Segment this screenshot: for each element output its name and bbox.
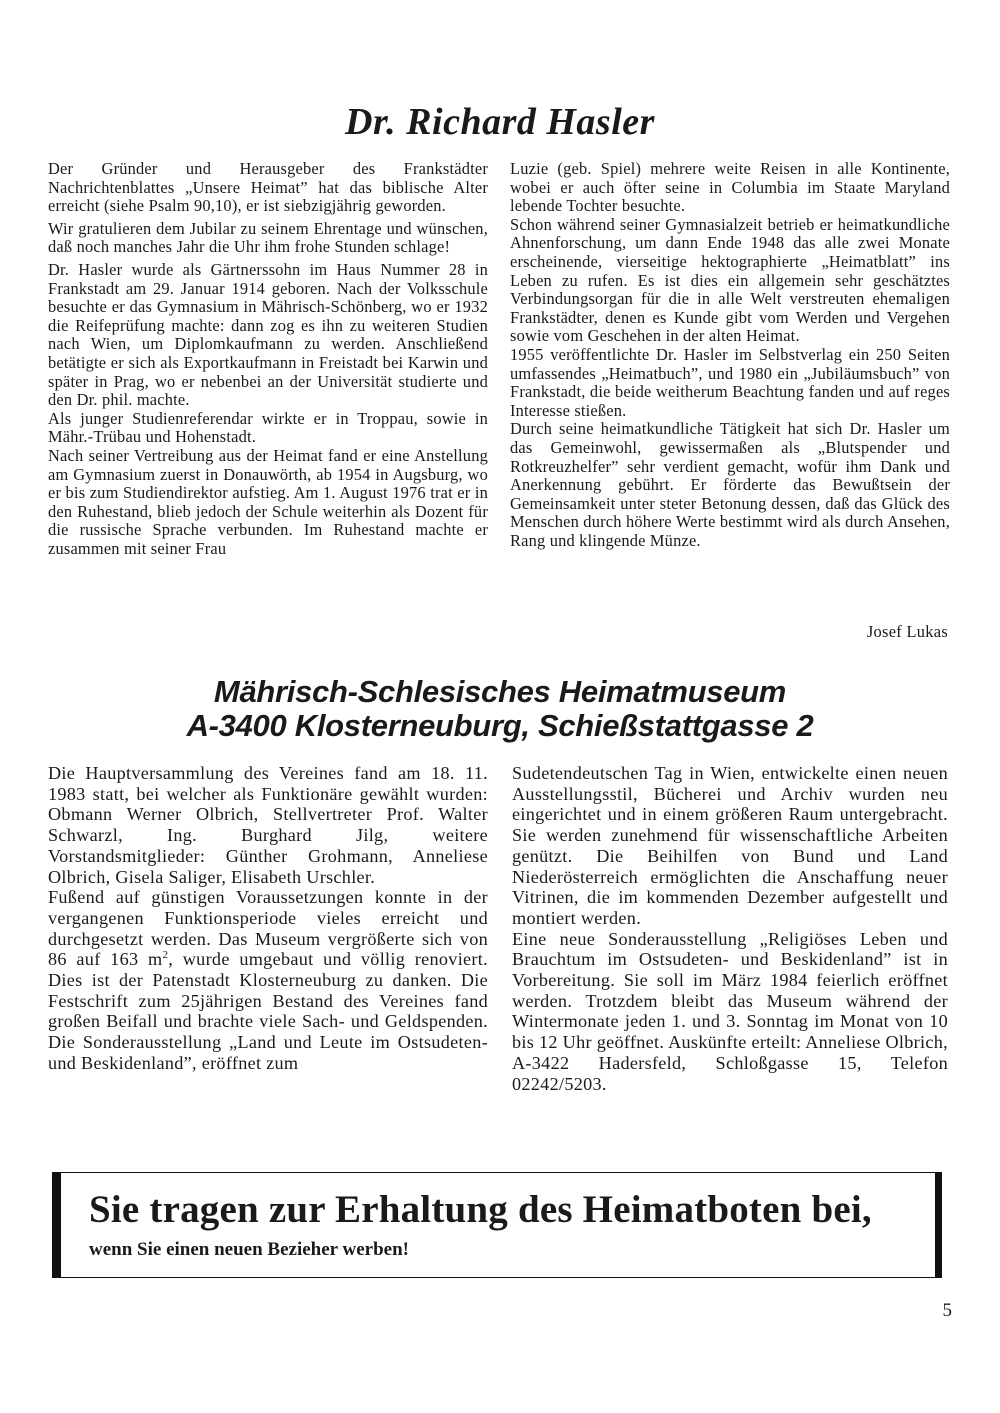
paragraph: Der Gründer und Herausgeber des Frankstädter Nachrichtenblattes „Unsere Heimat” hat das biblische Alter erreicht (siehe Psalm 90,10), er ist siebzigjährig geworden. — [48, 159, 488, 216]
paragraph: Als junger Studienreferendar wirkte er in Troppau, sowie in Mähr.-Trübau und Hohenstadt. — [48, 408, 488, 447]
article-column-right — [510, 160, 950, 550]
paragraph-text: , wurde umgebaut und völlig renoviert. Dies ist der Patenstadt Klosterneuburg zu danken. Die Festschrift zum 25jährigen Bestand des Vereines fand großen Beifall und brachte viele Sach- und Geldspenden. Die Sonderausstellung „Land und Leute im Ostsudeten- und Beskidenland”, eröffnet zum — [48, 949, 488, 1073]
paragraph: Schon während seiner Gymnasialzeit betrieb er heimatkundliche Ahnenforschung, um dann Ende 1948 das alle zwei Monate erscheinende, vierseitige hektographierte „Heimatblatt” ins Leben zu rufen. Es ist dies ein allgemein sehr geschätztes Verbindungsorgan für die in alle Welt verstreuten ehemaligen Frankstädter, denen es Kunde gibt vom Werden und Vergehen sowie vom Geschehen in der alten Heimat. — [510, 214, 950, 346]
paragraph: Die Hauptversammlung des Vereines fand am 18. 11. 1983 statt, bei welcher als Funktionäre gewählt wurden: Obmann Werner Olbrich, Stellvertreter Prof. Walter Schwarzl, Ing. Burghard Jilg, weitere Vorstandsmitglieder: Günther Grohmann, Anneliese Olbrich, Gisela Saliger, Elisabeth Urschler. — [48, 763, 488, 887]
museum-column-right — [512, 763, 948, 1094]
advert-subline: wenn Sie einen neuen Bezieher werben! — [89, 1239, 409, 1260]
paragraph — [48, 887, 488, 1073]
paragraph: 1955 veröffentlichte Dr. Hasler im Selbstverlag ein 250 Seiten umfassendes „Heimatbuch”, und 1980 ein „Jubiläumsbuch” von Frankstadt, die beide weitherum Beachtung fanden und auf reges Interesse stießen. — [510, 344, 950, 420]
paragraph: Eine neue Sonderausstellung „Religiöses Leben und Brauchtum im Ostsudeten- und Beskidenland” ist in Vorbereitung. Sie soll im März 1984 feierlich eröffnet werden. Trotzdem bleibt das Museum während der Wintermonate jeden 1. und 3. Sonntag im Monat von 10 bis 12 Uhr geöffnet. Auskünfte erteilt: Anneliese Olbrich, A-3422 Hadersfeld, Schloßgasse 15, Telefon 02242/5203. — [512, 928, 948, 1094]
advert-box — [52, 1172, 942, 1278]
paragraph: Dr. Hasler wurde als Gärtnerssohn im Haus Nummer 28 in Frankstadt am 29. Januar 1914 geboren. Nach der Volksschule besuchte er das Gymnasium in Mährisch-Schönberg, wo er 1932 die Reifeprüfung machte: dann zog es ihn zu weiteren Studien nach Wien, um Diplomkaufmann zu werden. Anschließend betätigte er sich als Exportkaufmann in Freistadt bei Karwin und später in Prag, wo er nebenbei an der Universität studierte und den Dr. phil. machte. — [48, 259, 488, 410]
superscript: 2 — [162, 949, 169, 962]
advert-headline: Sie tragen zur Erhaltung des Heimatboten bei, — [89, 1188, 872, 1231]
article-column-left — [48, 160, 488, 558]
paragraph: Wir gratulieren dem Jubilar zu seinem Ehrentage und wünschen, daß noch manches Jahr die Uhr ihm frohe Stunden schlage! — [48, 218, 488, 257]
museum-title-line-2: A-3400 Klosterneuburg, Schießstattgasse 2 — [186, 708, 814, 743]
paragraph: Luzie (geb. Spiel) mehrere weite Reisen in alle Kontinente, wobei er auch öfter seine in Columbia im Staate Maryland lebende Tochter besuchte. — [510, 159, 950, 216]
paragraph: Durch seine heimatkundliche Tätigkeit hat sich Dr. Hasler um das Gemeinwohl, gewissermaßen als „Blutspender und Rotkreuzhelfer” sehr verdient gemacht, wofür ihm Dank und Anerkennung gebührt. Er förderte das Bewußtsein der Gemeinsamkeit unter steter Betonung dessen, daß das Glück des Menschen durch höhere Werte bestimmt wird als durch Ansehen, Rang und klingende Münze. — [510, 419, 950, 550]
author-signature: Josef Lukas — [866, 622, 948, 641]
paragraph-text: Fußend auf günstigen Voraussetzungen konnte in der vergangenen Funktionsperiode vieles erreicht und durchgesetzt werden. Das Museum vergrößerte sich von 86 auf 163 m — [48, 887, 488, 970]
paragraph: Nach seiner Vertreibung aus der Heimat fand er eine Anstellung am Gymnasium zuerst in Donauwörth, ab 1954 in Augsburg, wo er bis zum Studiendirektor aufstieg. Am 1. August 1976 trat er in den Ruhestand, blieb jedoch der Schule weiterhin als Dozent für die russische Sprache verbunden. Im Ruhestand machte er zusammen mit seiner Frau — [48, 445, 488, 558]
article-title: Dr. Richard Hasler — [345, 101, 655, 143]
paragraph: Sudetendeutschen Tag in Wien, entwickelte einen neuen Ausstellungsstil, Bücherei und Archiv wurden neu eingerichtet und in einem größeren Raum untergebracht. Sie werden zunehmend für wissenschaftliche Arbeiten genützt. Die Beihilfen von Bund und Land Niederösterreich ermöglichten die Anschaffung neuer Vitrinen, die im kommenden Dezember aufgestellt und montiert werden. — [512, 763, 948, 928]
page-number: 5 — [942, 1300, 952, 1321]
museum-title-line-1: Mährisch-Schlesisches Heimatmuseum — [213, 674, 787, 709]
museum-column-left — [48, 763, 488, 1074]
